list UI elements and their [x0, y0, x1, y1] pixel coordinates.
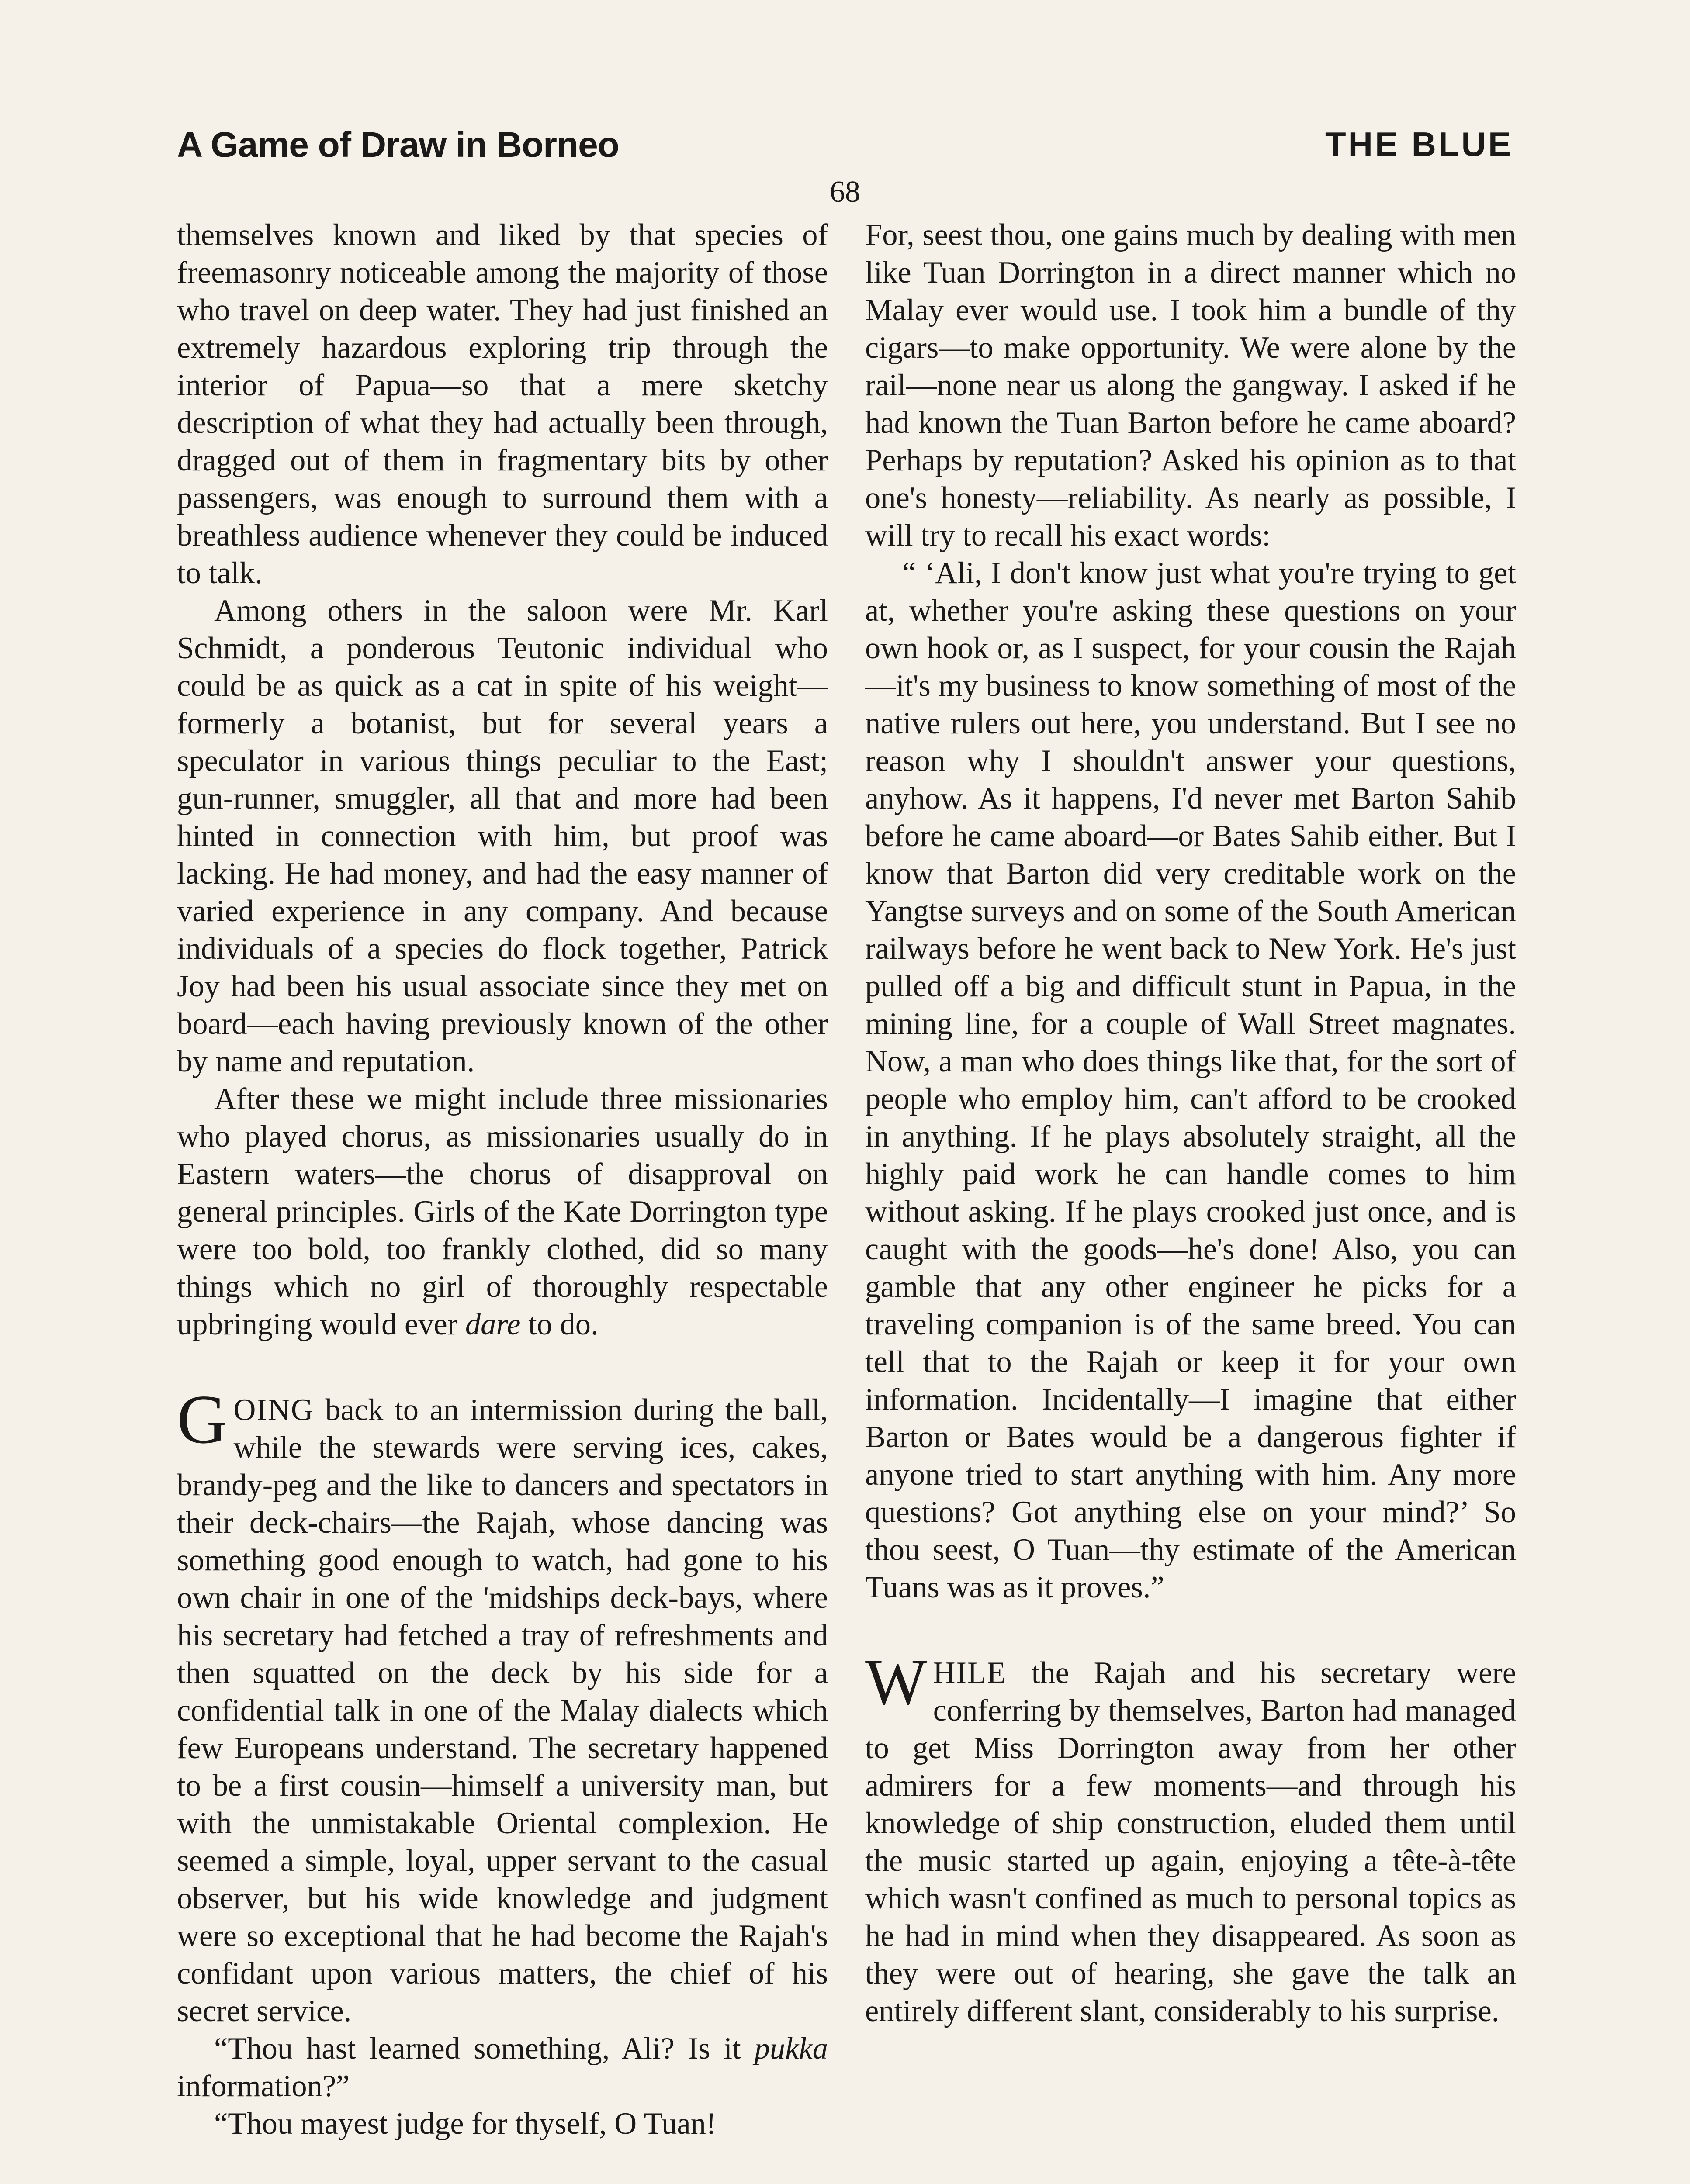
right-column	[865, 216, 1516, 2030]
dialogue-paragraph: “ ‘Ali, I don't know just what you're trying to get at, whether you're asking these questions on your own hook or, as I suspect, for your cousin the Rajah—it's my business to know something of most of the native rulers out here, you understand. But I see no reason why I shouldn't answer your questions, anyhow. As it happens, I'd never met Barton Sahib before he came aboard—or Bates Sahib either. But I know that Barton did very creditable work on the Yangtse surveys and on some of the South American railways before he went back to New York. He's just pulled off a big and difficult stunt in Papua, in the mining line, for a couple of Wall Street magnates. Now, a man who does things like that, for the sort of people who employ him, can't afford to be crooked in anything. If he plays absolutely straight, all the highly paid work he can handle comes to him without asking. If he plays crooked just once, and is caught with the goods—he's done! Also, you can gamble that any other engineer he picks for a traveling companion is of the same breed. You can tell that to the Rajah or keep it for your own information. Incidentally—I imagine that either Barton or Bates would be a dangerous fighter if anyone tried to start anything with him. Any more questions? Got anything else on your mind?’ So thou seest, O Tuan—thy estimate of the American Tuans was as it proves.”	[865, 556, 1516, 1604]
magazine-name: THE BLUE	[1325, 125, 1513, 163]
dialogue-paragraph: “Thou hast learned something, Ali? Is it pukka information?”	[177, 2032, 828, 2103]
left-column	[177, 216, 828, 2143]
drop-cap: W	[865, 1646, 927, 1718]
paragraph: After these we might include three missionaries who played chorus, as missionaries usually do in Eastern waters—the chorus of disapproval on general principles. Girls of the Kate Dorrington type were too bold, too frankly clothed, did so many things which no girl of thoroughly respectable upbringing would ever dare to do.	[177, 1082, 828, 1341]
paragraph: For, seest thou, one gains much by dealing with men like Tuan Dorrington in a direct manner which no Malay ever would use. I took him a bundle of thy cigars—to make opportunity. We were alone by the rail—none near us along the gangway. I asked if he had known the Tuan Barton before he came aboard? Perhaps by reputation? Asked his opinion as to that one's honesty—reliability. As nearly as possible, I will try to recall his exact words:	[865, 218, 1516, 553]
running-header	[177, 124, 1513, 181]
small-caps-lead: HILE	[933, 1656, 1007, 1690]
story-title: A Game of Draw in Borneo	[177, 125, 619, 165]
dialogue-paragraph: “Thou mayest judge for thyself, O Tuan!	[214, 2107, 717, 2141]
paragraph: themselves known and liked by that species of freemasonry noticeable among the majority of those who travel on deep water. They had just finished an extremely hazardous exploring trip through the interior of Papua—so that a mere sketchy description of what they had actually been through, dragged out of them in fragmentary bits by other passengers, was enough to surround them with a breathless audience whenever they could be induced to talk.	[177, 218, 828, 590]
italic-word: pukka	[754, 2032, 828, 2066]
section-paragraph: WHILE the Rajah and his secretary were conferring by themselves, Barton had managed to get Miss Dorrington away from her other admirers for a few moments—and through his knowledge of ship construction, eluded them until the music started up again, enjoying a tête-à-tête which wasn't confined as much to personal topics as he had in mind when they disappeared. As soon as they were out of hearing, she gave the talk an entirely different slant, considerably to his surprise.	[865, 1646, 1516, 2028]
drop-cap: G	[177, 1380, 228, 1458]
italic-word: dare	[465, 1307, 521, 1341]
small-caps-lead: OING	[233, 1393, 314, 1427]
page-number: 68	[830, 175, 860, 209]
paragraph: Among others in the saloon were Mr. Karl Schmidt, a ponderous Teutonic individual who could be as quick as a cat in spite of his weight—formerly a botanist, but for several years a speculator in various things peculiar to the East; gun-runner, smuggler, all that and more had been hinted in connection with him, but proof was lacking. He had money, and had the easy manner of varied experience in any company. And because individuals of a species do flock together, Patrick Joy had been his usual associate since they met on board—each having previously known of the other by name and reputation.	[177, 594, 828, 1078]
section-paragraph: GOING back to an intermission during the ball, while the stewards were serving ices, cakes, brandy-peg and the like to dancers and spectators in their deck-chairs—the Rajah, whose dancing was something good enough to watch, had gone to his own chair in one of the 'midships deck-bays, where his secretary had fetched a tray of refreshments and then squatted on the deck by his side for a confidential talk in one of the Malay dialects which few Europeans understand. The secretary happened to be a first cousin—himself a university man, but with the unmistakable Oriental complexion. He seemed a simple, loyal, upper servant to the casual observer, but his wide knowledge and judgment were so exceptional that he had become the Rajah's confidant upon various matters, the chief of his secret service.	[177, 1380, 828, 2028]
